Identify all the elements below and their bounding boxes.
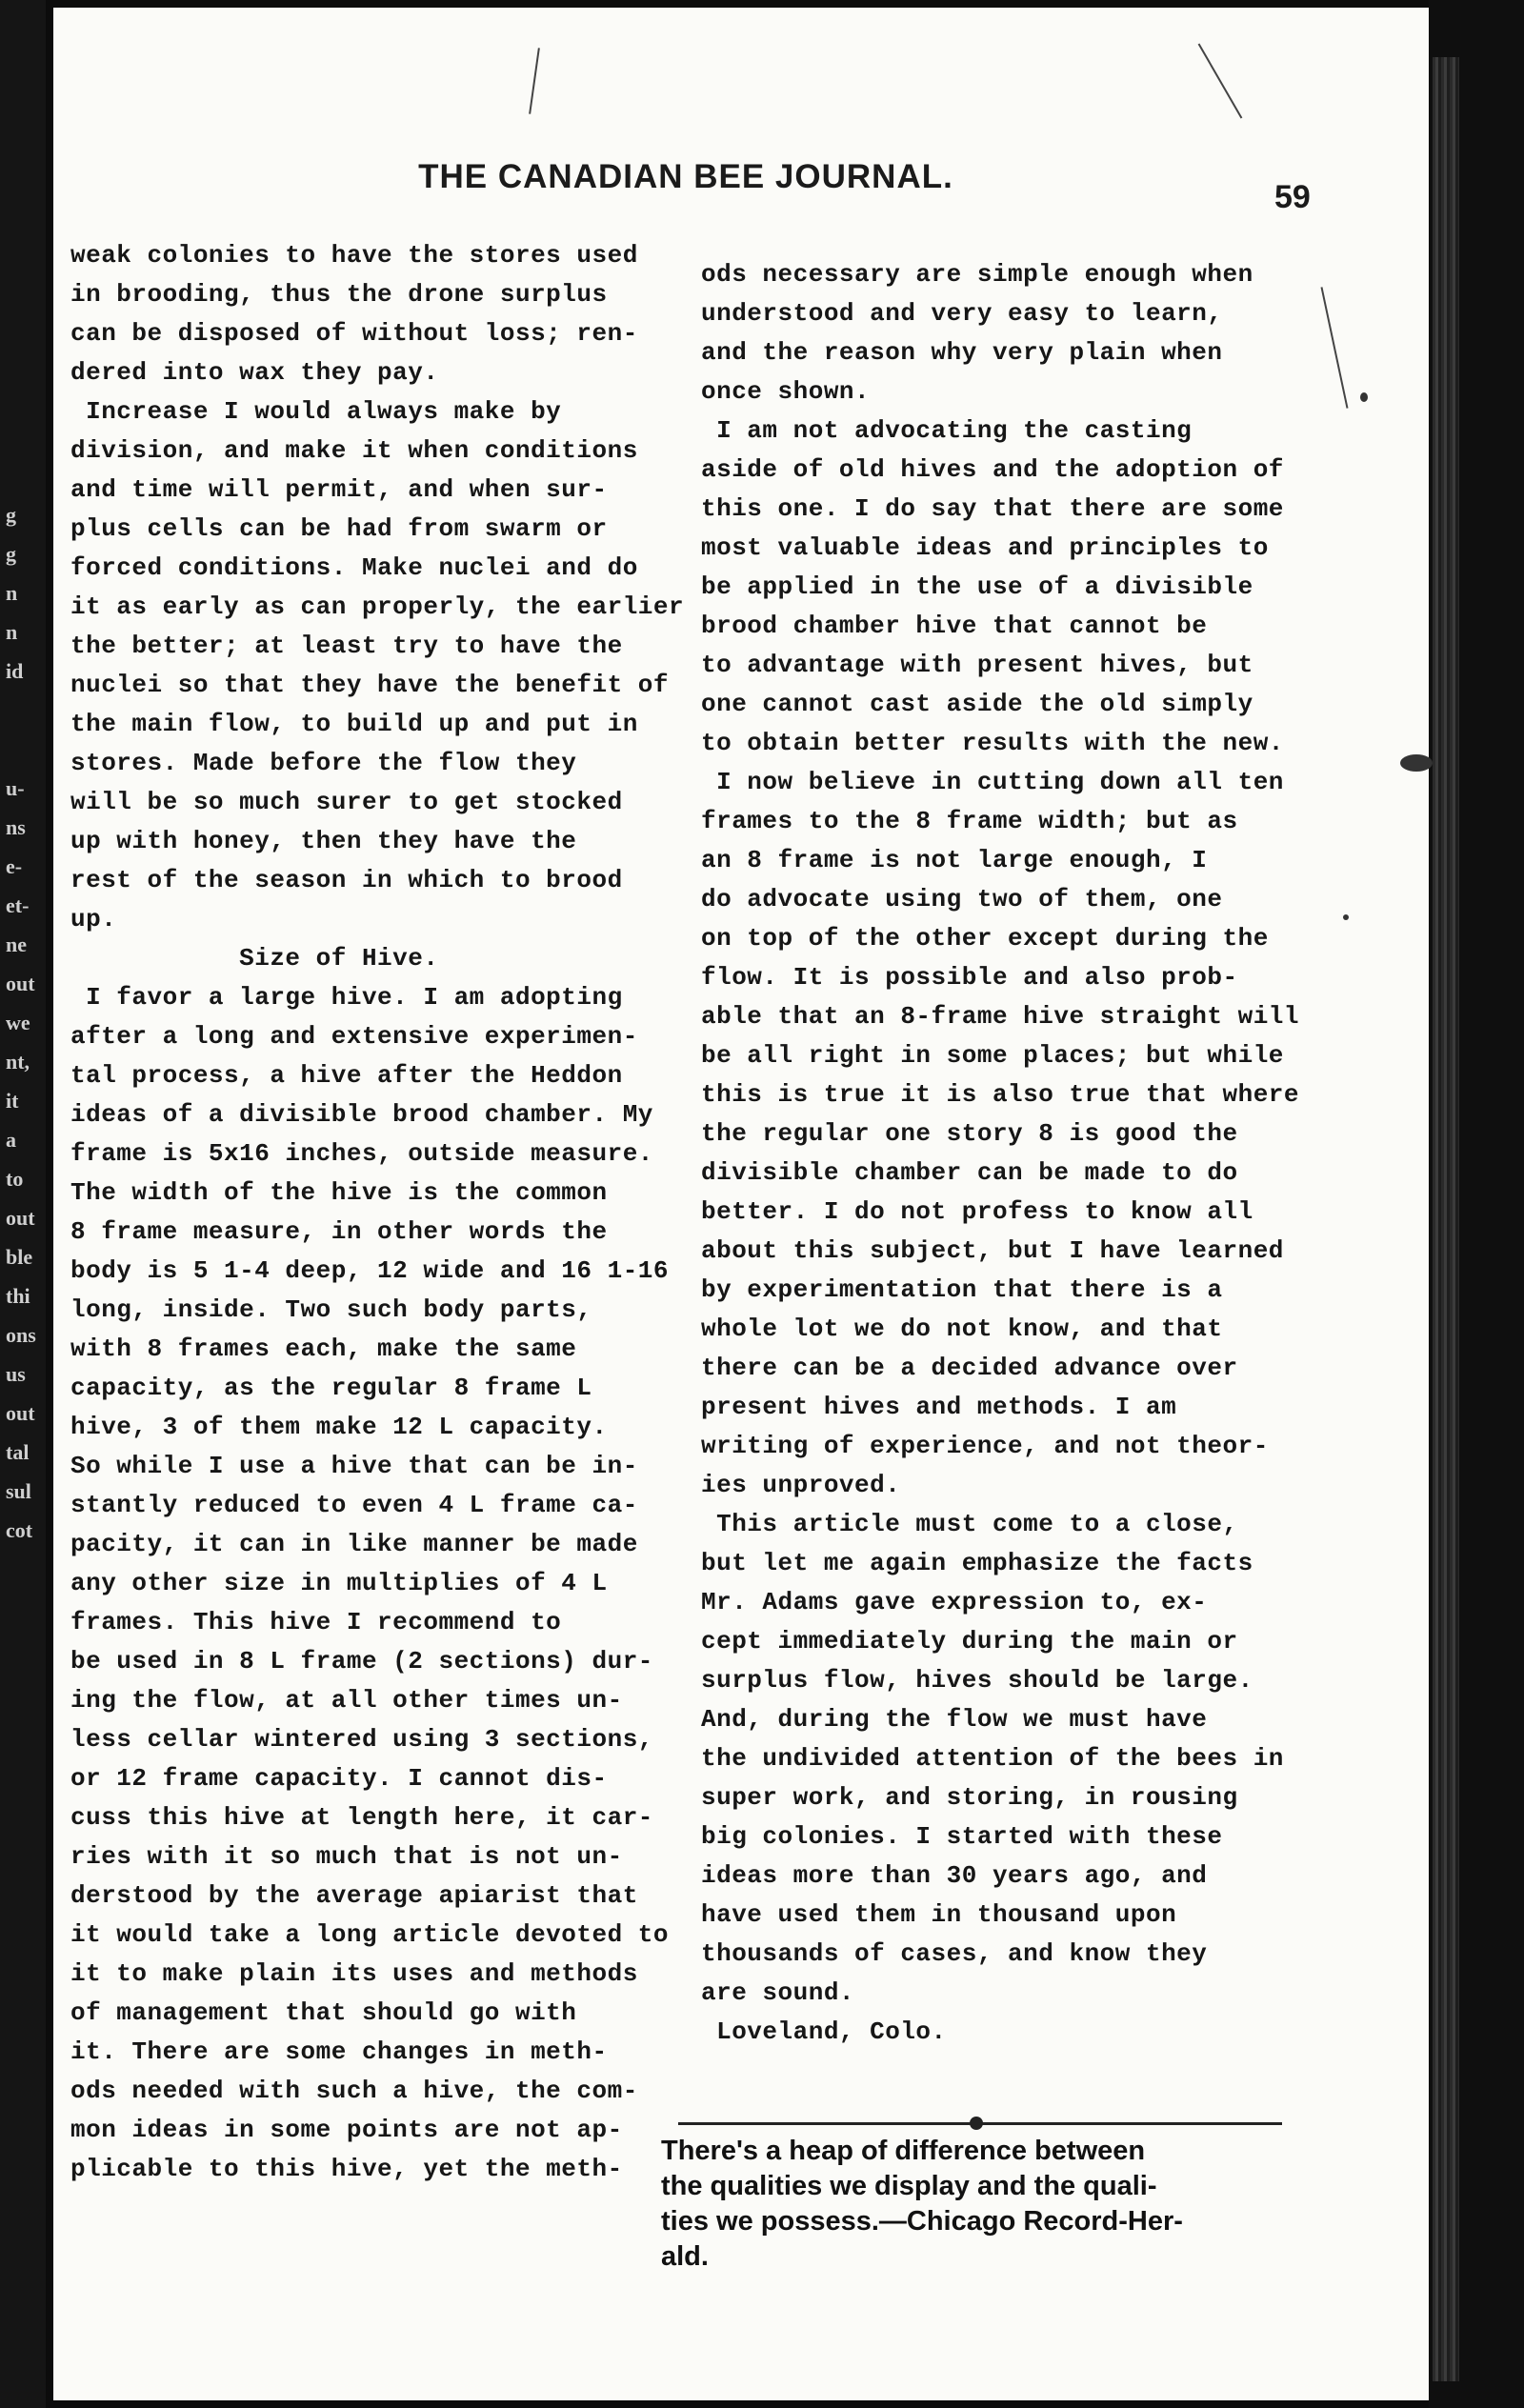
- left-text-column: [70, 236, 685, 2189]
- fragment-text: ns: [6, 815, 26, 839]
- text-line: weak colonies to have the stores used: [70, 241, 638, 270]
- fragment-text: thi: [6, 1284, 30, 1308]
- text-line: 8 frame measure, in other words the: [70, 1217, 608, 1246]
- fragment-text: [6, 730, 44, 769]
- text-line: the undivided attention of the bees in: [701, 1744, 1284, 1773]
- fragment-text: [6, 691, 44, 730]
- text-line: surplus flow, hives should be large.: [701, 1666, 1253, 1695]
- text-line: ods necessary are simple enough when: [701, 260, 1253, 289]
- fragment-text: us: [6, 1362, 26, 1386]
- text-line: any other size in multiplies of 4 L: [70, 1569, 608, 1597]
- fragment-text: g: [6, 542, 16, 566]
- text-line: This article must come to a close,: [701, 1510, 1238, 1538]
- text-line: divisible chamber can be made to do: [701, 1158, 1238, 1187]
- text-line: to advantage with present hives, but: [701, 651, 1253, 679]
- fragment-text: out: [6, 1401, 35, 1425]
- text-line: understood and very easy to learn,: [701, 299, 1223, 328]
- text-line: and the reason why very plain when: [701, 338, 1223, 367]
- quote-line: ties we possess.—Chicago Record-Her-: [661, 2206, 1183, 2237]
- text-line: plicable to this hive, yet the meth-: [70, 2155, 623, 2183]
- text-line: it to make plain its uses and methods: [70, 1959, 638, 1988]
- text-line: super work, and storing, in rousing: [701, 1783, 1238, 1812]
- text-line: ods needed with such a hive, the com-: [70, 2077, 638, 2105]
- text-line: once shown.: [701, 377, 871, 406]
- text-line: plus cells can be had from swarm or: [70, 514, 608, 543]
- fragment-text: sul: [6, 1479, 31, 1503]
- fragment-text: n: [6, 620, 18, 644]
- text-line: an 8 frame is not large enough, I: [701, 846, 1208, 874]
- text-line: do advocate using two of them, one: [701, 885, 1223, 913]
- fragment-text: nt,: [6, 1050, 30, 1074]
- text-line: it. There are some changes in meth-: [70, 2037, 608, 2066]
- adjacent-page-fragments: [6, 495, 44, 1550]
- book-binding-strip: [1433, 57, 1459, 2381]
- text-line: this one. I do say that there are some: [701, 494, 1284, 523]
- text-line: ing the flow, at all other times un-: [70, 1686, 623, 1715]
- text-line: will be so much surer to get stocked: [70, 788, 623, 816]
- fragment-text: to: [6, 1167, 24, 1191]
- quote-line: There's a heap of difference between: [661, 2136, 1146, 2166]
- fragment-text: out: [6, 972, 35, 995]
- text-line: dered into wax they pay.: [70, 358, 439, 387]
- text-line: one cannot cast aside the old simply: [701, 690, 1253, 718]
- text-line: I now believe in cutting down all ten: [701, 768, 1284, 796]
- text-line: whole lot we do not know, and that: [701, 1314, 1223, 1343]
- ink-speck: [1360, 392, 1368, 402]
- text-line: derstood by the average apiarist that: [70, 1881, 638, 1910]
- fragment-text: u-: [6, 776, 25, 800]
- text-line: the regular one story 8 is good the: [701, 1119, 1238, 1148]
- text-line: division, and make it when conditions: [70, 436, 638, 465]
- text-line: but let me again emphasize the facts: [701, 1549, 1253, 1577]
- text-line: on top of the other except during the: [701, 924, 1269, 953]
- fragment-text: ble: [6, 1245, 33, 1269]
- quote-line: ald.: [661, 2241, 709, 2272]
- text-line: have used them in thousand upon: [701, 1900, 1177, 1929]
- text-line: ideas more than 30 years ago, and: [701, 1861, 1208, 1890]
- quote-line: the qualities we display and the quali-: [661, 2171, 1157, 2201]
- ink-speck: [1343, 914, 1349, 920]
- text-line: frames. This hive I recommend to: [70, 1608, 562, 1636]
- text-line: there can be a decided advance over: [701, 1354, 1238, 1382]
- text-line: ries with it so much that is not un-: [70, 1842, 623, 1871]
- text-line: to obtain better results with the new.: [701, 729, 1284, 757]
- text-line: nuclei so that they have the benefit of: [70, 671, 669, 699]
- text-line: forced conditions. Make nuclei and do: [70, 553, 638, 582]
- text-line: hive, 3 of them make 12 L capacity.: [70, 1413, 608, 1441]
- ink-blot: [1400, 754, 1433, 772]
- text-line: be applied in the use of a divisible: [701, 572, 1253, 601]
- text-line: ies unproved.: [701, 1471, 901, 1499]
- text-line: be used in 8 L frame (2 sections) dur-: [70, 1647, 653, 1676]
- text-line: tal process, a hive after the Heddon: [70, 1061, 623, 1090]
- text-line: are sound.: [701, 1978, 855, 2007]
- text-line: up with honey, then they have the: [70, 827, 577, 855]
- fragment-text: id: [6, 659, 24, 683]
- text-line: of management that should go with: [70, 1998, 577, 2027]
- page-header-title: THE CANADIAN BEE JOURNAL.: [418, 158, 953, 195]
- text-line: frame is 5x16 inches, outside measure.: [70, 1139, 653, 1168]
- fragment-text: ons: [6, 1323, 36, 1347]
- text-line: Increase I would always make by: [70, 397, 562, 426]
- text-line: I am not advocating the casting: [701, 416, 1193, 445]
- text-line: stores. Made before the flow they: [70, 749, 577, 777]
- text-line: So while I use a hive that can be in-: [70, 1452, 638, 1480]
- text-line: aside of old hives and the adoption of: [701, 455, 1284, 484]
- fragment-text: it: [6, 1089, 19, 1113]
- fragment-text: cot: [6, 1518, 33, 1542]
- text-line: less cellar wintered using 3 sections,: [70, 1725, 653, 1754]
- text-line: better. I do not profess to know all: [701, 1197, 1253, 1226]
- text-line: big colonies. I started with these: [701, 1822, 1223, 1851]
- text-line: Mr. Adams gave expression to, ex-: [701, 1588, 1208, 1616]
- page-number: 59: [1274, 179, 1311, 215]
- text-line: be all right in some places; but while: [701, 1041, 1284, 1070]
- text-line: cept immediately during the main or: [701, 1627, 1238, 1656]
- fragment-text: et-: [6, 893, 30, 917]
- text-line: long, inside. Two such body parts,: [70, 1295, 592, 1324]
- text-line: present hives and methods. I am: [701, 1393, 1177, 1421]
- text-line: The width of the hive is the common: [70, 1178, 608, 1207]
- right-text-column: [701, 255, 1311, 2052]
- text-line: Size of Hive.: [70, 944, 439, 973]
- text-line: cuss this hive at length here, it car-: [70, 1803, 653, 1832]
- text-line: writing of experience, and not theor-: [701, 1432, 1269, 1460]
- fragment-text: e-: [6, 854, 23, 878]
- text-line: Loveland, Colo.: [701, 2017, 947, 2046]
- text-line: about this subject, but I have learned: [701, 1236, 1284, 1265]
- divider-ornament: [970, 2117, 983, 2130]
- fragment-text: ne: [6, 933, 27, 956]
- text-line: And, during the flow we must have: [701, 1705, 1208, 1734]
- fragment-text: n: [6, 581, 18, 605]
- text-line: rest of the season in which to brood: [70, 866, 623, 894]
- text-line: with 8 frames each, make the same: [70, 1334, 577, 1363]
- text-line: or 12 frame capacity. I cannot dis-: [70, 1764, 608, 1793]
- fragment-text: g: [6, 503, 16, 527]
- fragment-text: we: [6, 1011, 30, 1034]
- text-line: it as early as can properly, the earlier: [70, 592, 685, 621]
- text-line: body is 5 1-4 deep, 12 wide and 16 1-16: [70, 1256, 669, 1285]
- text-line: the main flow, to build up and put in: [70, 710, 638, 738]
- text-line: I favor a large hive. I am adopting: [70, 983, 623, 1012]
- text-line: by experimentation that there is a: [701, 1275, 1223, 1304]
- fragment-text: tal: [6, 1440, 30, 1464]
- text-line: the better; at least try to have the: [70, 632, 623, 660]
- text-line: it would take a long article devoted to: [70, 1920, 669, 1949]
- text-line: this is true it is also true that where: [701, 1080, 1299, 1109]
- fragment-text: a: [6, 1128, 16, 1152]
- text-line: ideas of a divisible brood chamber. My: [70, 1100, 653, 1129]
- text-line: after a long and extensive experimen-: [70, 1022, 638, 1051]
- text-line: pacity, it can in like manner be made: [70, 1530, 638, 1558]
- text-line: frames to the 8 frame width; but as: [701, 807, 1238, 835]
- text-line: brood chamber hive that cannot be: [701, 612, 1208, 640]
- text-line: in brooding, thus the drone surplus: [70, 280, 608, 309]
- text-line: mon ideas in some points are not ap-: [70, 2116, 623, 2144]
- text-line: flow. It is possible and also prob-: [701, 963, 1238, 992]
- text-line: and time will permit, and when sur-: [70, 475, 608, 504]
- fragment-text: out: [6, 1206, 35, 1230]
- text-line: capacity, as the regular 8 frame L: [70, 1374, 592, 1402]
- text-line: thousands of cases, and know they: [701, 1939, 1208, 1968]
- text-line: most valuable ideas and principles to: [701, 533, 1269, 562]
- text-line: up.: [70, 905, 117, 933]
- text-line: can be disposed of without loss; ren-: [70, 319, 638, 348]
- text-line: stantly reduced to even 4 L frame ca-: [70, 1491, 638, 1519]
- text-line: able that an 8-frame hive straight will: [701, 1002, 1299, 1031]
- closing-quote: [661, 2134, 1290, 2275]
